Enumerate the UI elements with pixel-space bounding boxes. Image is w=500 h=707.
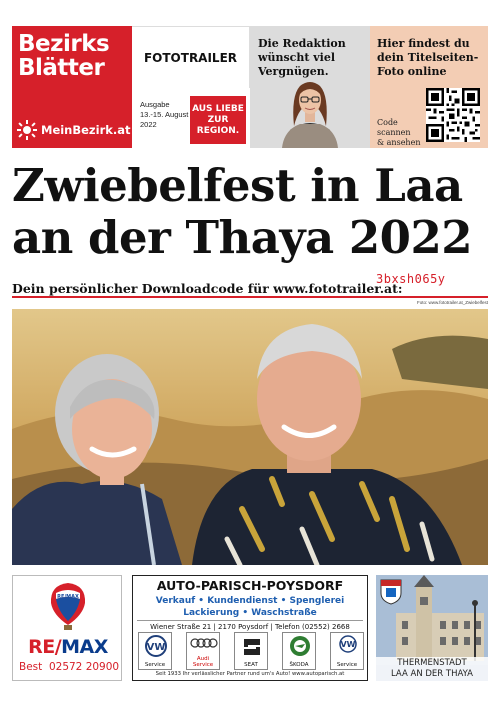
qr-code-icon: [426, 88, 480, 142]
brand-label: Service: [144, 662, 166, 668]
editorial-line-2: wünscht viel: [258, 51, 336, 64]
laa-line-2: LAA AN DER THAYA: [391, 669, 473, 679]
audi-rings-icon: [187, 633, 221, 653]
remax-contact: [19, 661, 119, 673]
section-title: FOTOTRAILER: [132, 26, 250, 88]
scan-line-3: & ansehen: [377, 138, 421, 147]
stamp-line-1: AUS LIEBE: [192, 104, 244, 114]
remax-phone: 02572 20900: [48, 661, 120, 673]
auto-parisch-ad[interactable]: [132, 575, 368, 681]
remax-balloon-icon: [48, 581, 88, 631]
auto-ad-address: Wiener Straße 21 | 2170 Poysdorf | Telefon (02552) 2668: [137, 620, 363, 631]
bezirksblaetter-logo[interactable]: [12, 26, 132, 148]
cover-photo[interactable]: [12, 309, 488, 565]
auto-ad-services-line-1: Verkauf • Kundendienst • Spenglerei: [155, 596, 345, 606]
brand-label: Service: [336, 662, 358, 668]
coat-of-arms-icon: [380, 579, 402, 605]
laa-thaya-ad[interactable]: [376, 575, 488, 681]
issue-label: Ausgabe: [140, 100, 170, 109]
editor-portrait: [250, 26, 370, 148]
issue-date: 13.-15. August: [140, 110, 189, 119]
brand-label: SEAT: [244, 662, 258, 668]
scan-line-1: Code: [377, 118, 398, 127]
info-line-1: Hier findest du: [377, 37, 470, 50]
svg-text:VW: VW: [146, 642, 166, 653]
auto-ad-services-line-2: Lackierung • Waschstraße: [183, 608, 317, 618]
stamp-line-2: ZUR: [207, 115, 229, 125]
region-stamp: [190, 96, 246, 144]
brand-label: Audi Service: [192, 656, 214, 668]
divider-line: [12, 296, 488, 298]
remax-logo: [13, 636, 123, 658]
svg-text:VW: VW: [340, 640, 356, 649]
remax-balloon-text: RE/MAX: [57, 594, 79, 600]
remax-ad[interactable]: [12, 575, 122, 681]
seat-logo-icon: [235, 633, 269, 661]
scan-line-2: scannen: [377, 128, 411, 137]
issue-year: 2022: [140, 120, 157, 129]
online-info-text: [377, 37, 478, 79]
download-code[interactable]: 3bxsh065y: [376, 272, 446, 286]
headline-line-2: an der Thaya 2022: [12, 211, 473, 264]
laa-ad-label: [376, 657, 488, 681]
headline-line-1: Zwiebelfest in Laa: [12, 159, 463, 212]
remax-branch: Best: [19, 661, 43, 673]
brand-vw-service: [138, 632, 172, 670]
couple-photo-image: [12, 309, 488, 565]
vw-logo-icon: [139, 633, 173, 661]
auto-ad-title: AUTO-PARISCH-POYSDORF: [156, 578, 344, 593]
brand-vw-nutzfahrzeuge: [330, 632, 364, 670]
info-line-3: Foto online: [377, 65, 447, 78]
editorial-line-1: Die Redaktion: [258, 37, 346, 50]
skoda-logo-icon: [283, 633, 317, 661]
scan-instruction: [377, 118, 420, 148]
laa-line-1: THERMENSTADT: [397, 658, 467, 668]
issue-info: [140, 100, 188, 130]
editorial-line-3: Vergnügen.: [258, 65, 329, 78]
remax-logo-re: RE/: [28, 636, 62, 658]
remax-logo-max: MAX: [61, 636, 108, 658]
brand-label: ŠKODA: [289, 662, 309, 668]
brand-line-1: Bezirks: [18, 31, 110, 57]
brand-skoda: [282, 632, 316, 670]
brand-audi-service: [186, 632, 220, 670]
stamp-line-3: REGION.: [196, 126, 240, 136]
meinbezirk-link[interactable]: [17, 120, 131, 140]
site-name: MeinBezirk.at: [41, 123, 131, 137]
brand-line-2: Blätter: [18, 55, 105, 81]
online-info-panel: [370, 26, 488, 148]
photo-credit: Foto: www.fototrailer.at_Zwiebelfest: [416, 300, 488, 305]
vw-commercial-logo-icon: [331, 633, 365, 661]
brand-seat: [234, 632, 268, 670]
brand-logos: [138, 632, 364, 670]
brand-name: [18, 32, 109, 80]
meinbezirk-sun-icon: [17, 120, 37, 140]
header-issue-panel: [132, 26, 250, 148]
auto-ad-footer: Seit 1933 Ihr verlässlicher Partner rund um's Auto! www.autoparisch.at: [155, 671, 345, 677]
auto-ad-services: [133, 595, 367, 619]
qr-code[interactable]: [426, 88, 480, 142]
download-prompt: Dein persönlicher Downloadcode für www.fototrailer.at:: [12, 281, 403, 296]
editorial-panel: [250, 26, 370, 148]
info-line-2: dein Titelseiten-: [377, 51, 479, 64]
page-headline: [12, 160, 492, 264]
